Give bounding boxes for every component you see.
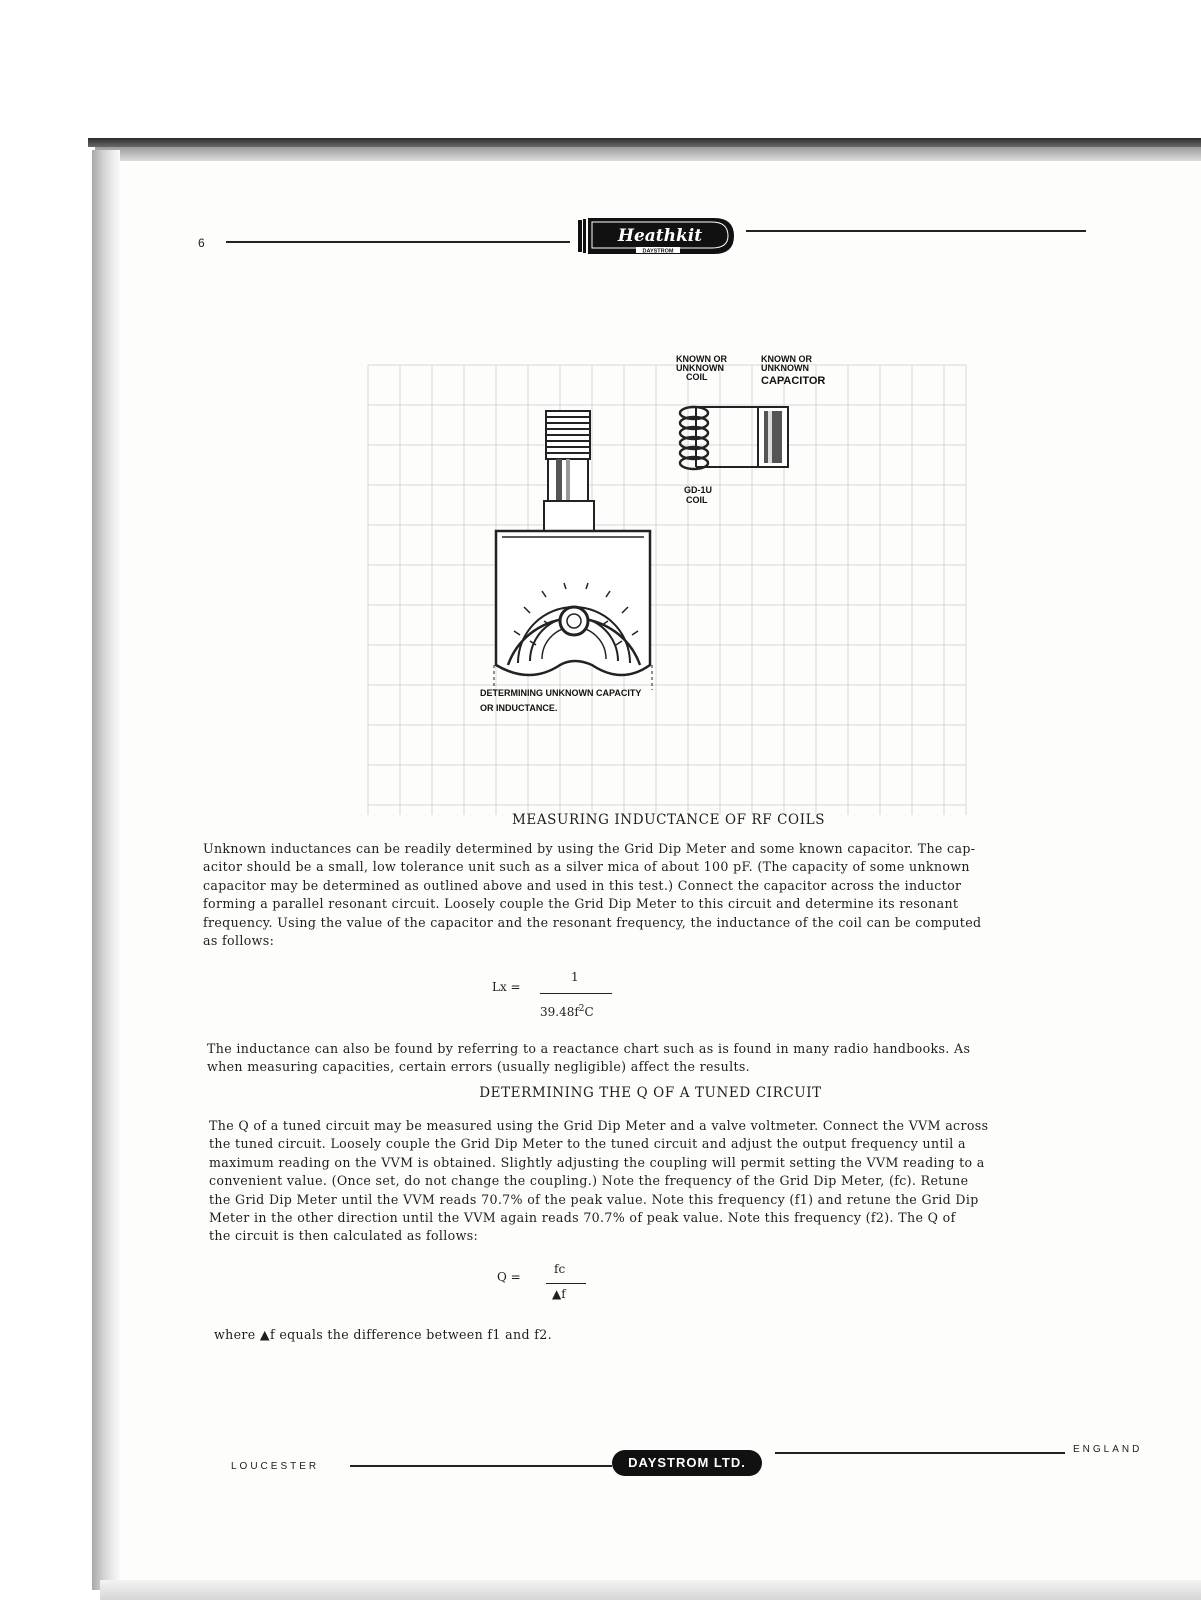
page-bottom-edge [100, 1580, 1201, 1600]
gd-coil-stem [544, 411, 594, 531]
coil-capacitor-circuit [680, 407, 788, 469]
paragraph-line: The Q of a tuned circuit may be measured using the Grid Dip Meter and a valve voltmeter. Connect the VVM across [209, 1118, 989, 1133]
formula-lhs: Lx = [492, 980, 521, 994]
footer-rule-left [350, 1465, 612, 1467]
grid-dip-meter-body [494, 531, 652, 690]
q-footnote: where ▲f equals the difference between f1 and f2. [214, 1327, 552, 1342]
page-top-edge-shadow [95, 147, 1201, 161]
label-known-coil-3: COIL [686, 372, 708, 382]
label-known-capacitor-2: UNKNOWN [761, 363, 809, 373]
q-fraction-line [546, 1283, 586, 1284]
label-gd-coil-1: GD-1U [684, 485, 713, 495]
section-title-q: DETERMINING THE Q OF A TUNED CIRCUIT [479, 1085, 822, 1101]
label-gd-coil-2: COIL [686, 495, 708, 505]
section-title-inductance: MEASURING INDUCTANCE OF RF COILS [511, 812, 826, 828]
label-known-capacitor-3: CAPACITOR [761, 375, 826, 387]
paragraph-line: convenient value. (Once set, do not change the coupling.) Note the frequency of the Grid Dip Meter, (fc). Retune [209, 1173, 969, 1189]
paragraph-line: when measuring capacities, certain errors (usually negligible) affect the results. [207, 1059, 751, 1075]
page-top-edge [88, 138, 1201, 147]
q-formula-numerator: fc [554, 1262, 566, 1276]
q-paragraph [209, 1117, 988, 1246]
paragraph-line: acitor should be a small, low tolerance unit such as a silver mica of about 100 pF. (The capacity of some unknown [203, 859, 970, 875]
footer-location: LOUCESTER [231, 1461, 320, 1472]
grid-dip-meter-diagram [360, 345, 980, 815]
daystrom-badge: DAYSTROM LTD. [612, 1450, 762, 1476]
paragraph-line: frequency. Using the value of the capacitor and the resonant frequency, the inductance of the coil can be computed [203, 914, 982, 930]
formula-denominator: $39.48f^2C$ [540, 1004, 594, 1019]
paragraph-line: Meter in the other direction until the VVM again reads 70.7% of peak value. Note this frequency (f2). The Q of [209, 1210, 956, 1226]
label-known-coil-1: KNOWN OR [676, 354, 727, 364]
page-number: 6 [198, 236, 205, 250]
heathkit-logo [574, 214, 736, 258]
paragraph-line: maximum reading on the VVM is obtained. Slightly adjusting the coupling will permit setting the VVM reading to a [209, 1154, 985, 1170]
fraction-line [540, 993, 612, 994]
page-left-edge [92, 150, 120, 1590]
diagram-caption-2: OR INDUCTANCE. [480, 703, 558, 713]
formula-numerator: 1 [571, 970, 579, 984]
paragraph-line: the circuit is then calculated as follows: [209, 1228, 479, 1244]
reactance-chart-paragraph [207, 1040, 970, 1077]
footer-country: ENGLAND [1073, 1444, 1143, 1455]
header-rule-left [226, 241, 570, 243]
paragraph-line: as follows: [203, 933, 275, 949]
svg-text:DAYSTROM: DAYSTROM [642, 248, 674, 255]
paragraph-line: capacitor may be determined as outlined above and used in this test.) Connect the capacitor across the inductor [203, 877, 962, 893]
header-rule-right [746, 230, 1086, 232]
footer-rule-right [775, 1452, 1065, 1454]
inductance-paragraph [203, 840, 981, 950]
paragraph-line: the Grid Dip Meter until the VVM reads 70.7% of the peak value. Note this frequency (f1) and retune the Grid Dip [209, 1191, 979, 1207]
paragraph-line: Unknown inductances can be readily determined by using the Grid Dip Meter and some known capacitor. The cap- [203, 841, 976, 856]
label-known-coil-2: UNKNOWN [676, 363, 724, 373]
svg-text:Heathkit: Heathkit [617, 226, 703, 246]
paragraph-line: the tuned circuit. Loosely couple the Grid Dip Meter to the tuned circuit and adjust the output frequency until a [209, 1136, 966, 1152]
q-formula-denominator: ▲f [552, 1287, 566, 1301]
diagram-caption-1: DETERMINING UNKNOWN CAPACITY [480, 688, 642, 698]
paragraph-line: The inductance can also be found by referring to a reactance chart such as is found in many radio handbooks. As [207, 1041, 971, 1056]
paragraph-line: forming a parallel resonant circuit. Loosely couple the Grid Dip Meter to this circuit and determine its resonant [203, 896, 959, 912]
q-formula-lhs: Q = [497, 1270, 521, 1284]
label-known-capacitor-1: KNOWN OR [761, 354, 812, 364]
graph-paper-grid [368, 365, 966, 815]
